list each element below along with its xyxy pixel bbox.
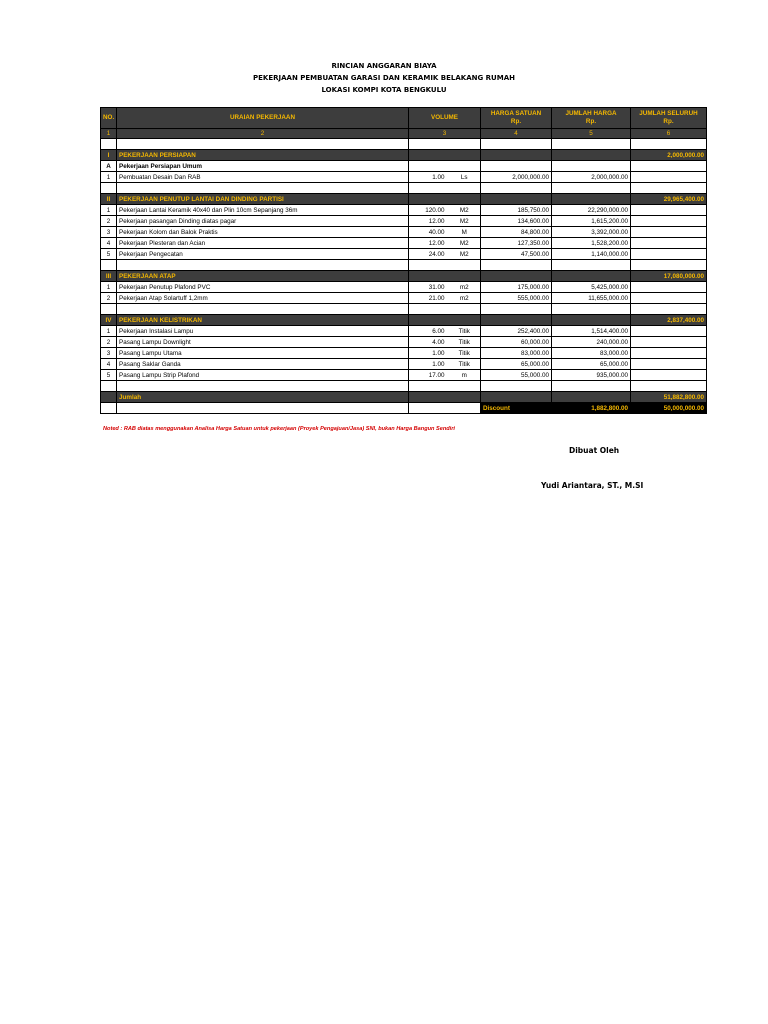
blank-row bbox=[101, 381, 707, 392]
item-jumlah-harga: 240,000.00 bbox=[552, 337, 631, 348]
item-unit: m2 bbox=[449, 293, 481, 304]
item-jumlah-harga: 935,000.00 bbox=[552, 370, 631, 381]
table-row bbox=[101, 293, 707, 304]
cell bbox=[631, 216, 707, 227]
discount-value: 1,882,800.00 bbox=[552, 403, 631, 414]
header-volume: VOLUME bbox=[409, 108, 481, 129]
item-description: Pasang Lampu Strip Plafond bbox=[117, 370, 409, 381]
cell bbox=[449, 304, 481, 315]
cell bbox=[409, 183, 449, 194]
budget-table bbox=[100, 107, 707, 414]
cell bbox=[552, 139, 631, 150]
cell bbox=[409, 403, 449, 414]
cell bbox=[117, 304, 409, 315]
section-title: PEKERJAAN ATAP bbox=[117, 271, 409, 282]
item-unit: M bbox=[449, 227, 481, 238]
cell bbox=[552, 161, 631, 172]
cell bbox=[631, 293, 707, 304]
cell bbox=[481, 381, 552, 392]
section-row bbox=[101, 271, 707, 282]
cell bbox=[631, 304, 707, 315]
item-description: Pekerjaan Lantai Keramik 40x40 dan Plin 10cm Sepanjang 36m bbox=[117, 205, 409, 216]
item-unit: M2 bbox=[449, 205, 481, 216]
cell bbox=[631, 348, 707, 359]
signatory-name: Yudi Ariantara, ST., M.SI bbox=[541, 481, 644, 490]
cell bbox=[409, 260, 449, 271]
item-description: Pasang Lampu Downlight bbox=[117, 337, 409, 348]
item-harga-satuan: 134,600.00 bbox=[481, 216, 552, 227]
item-harga-satuan: 55,000.00 bbox=[481, 370, 552, 381]
cell bbox=[101, 403, 117, 414]
dibuat-oleh-label: Dibuat Oleh bbox=[569, 446, 620, 455]
item-unit: M2 bbox=[449, 249, 481, 260]
item-volume: 1.00 bbox=[409, 359, 449, 370]
item-harga-satuan: 175,000.00 bbox=[481, 282, 552, 293]
blank-row bbox=[101, 304, 707, 315]
jumlah-total: 51,882,800.00 bbox=[631, 392, 707, 403]
cell bbox=[552, 150, 631, 161]
section-total: 2,837,400.00 bbox=[631, 315, 707, 326]
subsection-letter: A bbox=[101, 161, 117, 172]
item-jumlah-harga: 22,290,000.00 bbox=[552, 205, 631, 216]
cell bbox=[117, 381, 409, 392]
table-row bbox=[101, 249, 707, 260]
item-number: 1 bbox=[101, 282, 117, 293]
item-number: 1 bbox=[101, 326, 117, 337]
item-unit: Titik bbox=[449, 337, 481, 348]
cell bbox=[101, 260, 117, 271]
column-number-row bbox=[101, 129, 707, 139]
item-description: Pekerjaan Penutup Plafond PVC bbox=[117, 282, 409, 293]
item-harga-satuan: 84,800.00 bbox=[481, 227, 552, 238]
table-row bbox=[101, 337, 707, 348]
cell bbox=[101, 304, 117, 315]
item-description: Pekerjaan pasangan Dinding diatas pagar bbox=[117, 216, 409, 227]
item-volume: 4.00 bbox=[409, 337, 449, 348]
cell bbox=[631, 183, 707, 194]
cell bbox=[409, 150, 481, 161]
title-line-3: LOKASI KOMPI KOTA BENGKULU bbox=[321, 86, 447, 94]
cell bbox=[409, 392, 481, 403]
cell bbox=[449, 381, 481, 392]
cell bbox=[552, 271, 631, 282]
item-volume: 21.00 bbox=[409, 293, 449, 304]
item-volume: 17.00 bbox=[409, 370, 449, 381]
cell bbox=[117, 183, 409, 194]
colnum: 5 bbox=[552, 129, 631, 139]
cell bbox=[631, 359, 707, 370]
section-row bbox=[101, 315, 707, 326]
cell bbox=[117, 139, 409, 150]
table-row bbox=[101, 172, 707, 183]
item-volume: 6.00 bbox=[409, 326, 449, 337]
discount-row bbox=[101, 403, 707, 414]
item-number: 2 bbox=[101, 337, 117, 348]
cell bbox=[481, 260, 552, 271]
item-jumlah-harga: 3,392,000.00 bbox=[552, 227, 631, 238]
item-jumlah-harga: 1,514,400.00 bbox=[552, 326, 631, 337]
cell bbox=[631, 260, 707, 271]
item-description: Pembuatan Desain Dan RAB bbox=[117, 172, 409, 183]
item-harga-satuan: 83,000.00 bbox=[481, 348, 552, 359]
section-total: 29,965,400.00 bbox=[631, 194, 707, 205]
item-number: 3 bbox=[101, 227, 117, 238]
header-jumlah-seluruh: JUMLAH SELURUH Rp. bbox=[631, 108, 707, 129]
item-harga-satuan: 127,350.00 bbox=[481, 238, 552, 249]
header-uraian: URAIAN PEKERJAAN bbox=[117, 108, 409, 129]
item-number: 2 bbox=[101, 293, 117, 304]
blank-row bbox=[101, 183, 707, 194]
cell bbox=[552, 381, 631, 392]
item-unit: Titik bbox=[449, 359, 481, 370]
table-row bbox=[101, 348, 707, 359]
cell bbox=[481, 183, 552, 194]
cell bbox=[481, 315, 552, 326]
cell bbox=[552, 183, 631, 194]
item-number: 2 bbox=[101, 216, 117, 227]
cell bbox=[631, 337, 707, 348]
item-number: 1 bbox=[101, 172, 117, 183]
cell bbox=[449, 183, 481, 194]
cell bbox=[631, 227, 707, 238]
item-jumlah-harga: 11,655,000.00 bbox=[552, 293, 631, 304]
item-jumlah-harga: 65,000.00 bbox=[552, 359, 631, 370]
item-volume: 40.00 bbox=[409, 227, 449, 238]
cell bbox=[631, 205, 707, 216]
item-jumlah-harga: 1,140,000.00 bbox=[552, 249, 631, 260]
subsection-title: Pekerjaan Persiapan Umum bbox=[117, 161, 409, 172]
table-row bbox=[101, 359, 707, 370]
title-line-1: RINCIAN ANGGARAN BIAYA bbox=[331, 62, 437, 70]
cell bbox=[409, 315, 481, 326]
section-total: 17,080,000.00 bbox=[631, 271, 707, 282]
item-volume: 24.00 bbox=[409, 249, 449, 260]
cell bbox=[449, 161, 481, 172]
item-volume: 120.00 bbox=[409, 205, 449, 216]
cell bbox=[631, 326, 707, 337]
item-number: 4 bbox=[101, 238, 117, 249]
item-description: Pasang Saklar Ganda bbox=[117, 359, 409, 370]
budget-table-body bbox=[101, 108, 707, 414]
item-description: Pasang Lampu Utama bbox=[117, 348, 409, 359]
item-number: 4 bbox=[101, 359, 117, 370]
item-unit: M2 bbox=[449, 216, 481, 227]
item-harga-satuan: 65,000.00 bbox=[481, 359, 552, 370]
section-number: III bbox=[101, 271, 117, 282]
jumlah-row bbox=[101, 392, 707, 403]
item-harga-satuan: 2,000,000.00 bbox=[481, 172, 552, 183]
cell bbox=[117, 260, 409, 271]
colnum: 2 bbox=[117, 129, 409, 139]
colnum: 4 bbox=[481, 129, 552, 139]
item-jumlah-harga: 5,425,000.00 bbox=[552, 282, 631, 293]
cell bbox=[409, 161, 449, 172]
colnum: 1 bbox=[101, 129, 117, 139]
item-jumlah-harga: 2,000,000.00 bbox=[552, 172, 631, 183]
blank-row bbox=[101, 260, 707, 271]
item-harga-satuan: 555,000.00 bbox=[481, 293, 552, 304]
section-number: II bbox=[101, 194, 117, 205]
table-row bbox=[101, 370, 707, 381]
item-number: 5 bbox=[101, 370, 117, 381]
table-row bbox=[101, 238, 707, 249]
item-description: Pekerjaan Plesteran dan Acian bbox=[117, 238, 409, 249]
cell bbox=[552, 304, 631, 315]
colnum: 3 bbox=[409, 129, 481, 139]
cell bbox=[409, 139, 449, 150]
item-unit: m bbox=[449, 370, 481, 381]
section-title: PEKERJAAN KELISTRIKAN bbox=[117, 315, 409, 326]
item-description: Pekerjaan Instalasi Lampu bbox=[117, 326, 409, 337]
item-number: 1 bbox=[101, 205, 117, 216]
cell bbox=[631, 172, 707, 183]
cell bbox=[552, 315, 631, 326]
table-row bbox=[101, 216, 707, 227]
item-number: 5 bbox=[101, 249, 117, 260]
item-unit: Titik bbox=[449, 326, 481, 337]
table-row bbox=[101, 326, 707, 337]
cell bbox=[631, 238, 707, 249]
section-title: PEKERJAAN PERSIAPAN bbox=[117, 150, 409, 161]
cell bbox=[101, 381, 117, 392]
cell bbox=[552, 392, 631, 403]
section-number: I bbox=[101, 150, 117, 161]
cell bbox=[552, 260, 631, 271]
cell bbox=[481, 139, 552, 150]
blank-row bbox=[101, 139, 707, 150]
item-description: Pekerjaan Pengecatan bbox=[117, 249, 409, 260]
cell bbox=[481, 194, 552, 205]
cell bbox=[101, 183, 117, 194]
cell bbox=[631, 381, 707, 392]
document-title-block bbox=[0, 60, 768, 96]
cell bbox=[409, 304, 449, 315]
item-number: 3 bbox=[101, 348, 117, 359]
header-harga-satuan: HARGA SATUAN Rp. bbox=[481, 108, 552, 129]
table-row bbox=[101, 282, 707, 293]
cell bbox=[481, 271, 552, 282]
cell bbox=[449, 139, 481, 150]
cell bbox=[101, 392, 117, 403]
header-jumlah-harga: JUMLAH HARGA Rp. bbox=[552, 108, 631, 129]
item-unit: Titik bbox=[449, 348, 481, 359]
item-harga-satuan: 185,750.00 bbox=[481, 205, 552, 216]
item-description: Pekerjaan Kolom dan Balok Praktis bbox=[117, 227, 409, 238]
item-volume: 31.00 bbox=[409, 282, 449, 293]
grand-total: 50,000,000.00 bbox=[631, 403, 707, 414]
cell bbox=[631, 161, 707, 172]
item-unit: M2 bbox=[449, 238, 481, 249]
table-row bbox=[101, 205, 707, 216]
item-jumlah-harga: 1,528,200.00 bbox=[552, 238, 631, 249]
cell bbox=[409, 271, 481, 282]
table-row bbox=[101, 227, 707, 238]
cell bbox=[117, 403, 409, 414]
cell bbox=[449, 403, 481, 414]
item-volume: 1.00 bbox=[409, 172, 449, 183]
cell bbox=[409, 381, 449, 392]
cell bbox=[449, 260, 481, 271]
table-header-row bbox=[101, 108, 707, 129]
footnote: Noted : RAB diatas menggunakan Analisa Harga Satuan untuk pekerjaan (Proyek Pengajuan/Jasa) SNI, bukan Harga Bangun Sendiri bbox=[103, 426, 455, 432]
cell bbox=[631, 249, 707, 260]
section-total: 2,000,000.00 bbox=[631, 150, 707, 161]
cell bbox=[481, 304, 552, 315]
title-line-2: PEKERJAAN PEMBUATAN GARASI DAN KERAMIK BELAKANG RUMAH bbox=[253, 74, 515, 82]
discount-label: Discount bbox=[481, 403, 552, 414]
cell bbox=[409, 194, 481, 205]
section-row bbox=[101, 150, 707, 161]
section-row bbox=[101, 194, 707, 205]
jumlah-label: Jumlah bbox=[117, 392, 409, 403]
item-harga-satuan: 252,400.00 bbox=[481, 326, 552, 337]
item-unit: m2 bbox=[449, 282, 481, 293]
item-volume: 1.00 bbox=[409, 348, 449, 359]
subsection-row bbox=[101, 161, 707, 172]
item-unit: Ls bbox=[449, 172, 481, 183]
cell bbox=[631, 370, 707, 381]
section-number: IV bbox=[101, 315, 117, 326]
cell bbox=[631, 139, 707, 150]
cell bbox=[631, 282, 707, 293]
cell bbox=[101, 139, 117, 150]
cell bbox=[481, 161, 552, 172]
section-title: PEKERJAAN PENUTUP LANTAI DAN DINDING PARTISI bbox=[117, 194, 409, 205]
header-no: NO. bbox=[101, 108, 117, 129]
item-jumlah-harga: 1,615,200.00 bbox=[552, 216, 631, 227]
item-harga-satuan: 60,000.00 bbox=[481, 337, 552, 348]
item-jumlah-harga: 83,000.00 bbox=[552, 348, 631, 359]
cell bbox=[481, 150, 552, 161]
cell bbox=[552, 194, 631, 205]
cell bbox=[481, 392, 552, 403]
item-volume: 12.00 bbox=[409, 216, 449, 227]
item-harga-satuan: 47,500.00 bbox=[481, 249, 552, 260]
item-volume: 12.00 bbox=[409, 238, 449, 249]
colnum: 6 bbox=[631, 129, 707, 139]
item-description: Pekerjaan Atap Solartuff 1,2mm bbox=[117, 293, 409, 304]
